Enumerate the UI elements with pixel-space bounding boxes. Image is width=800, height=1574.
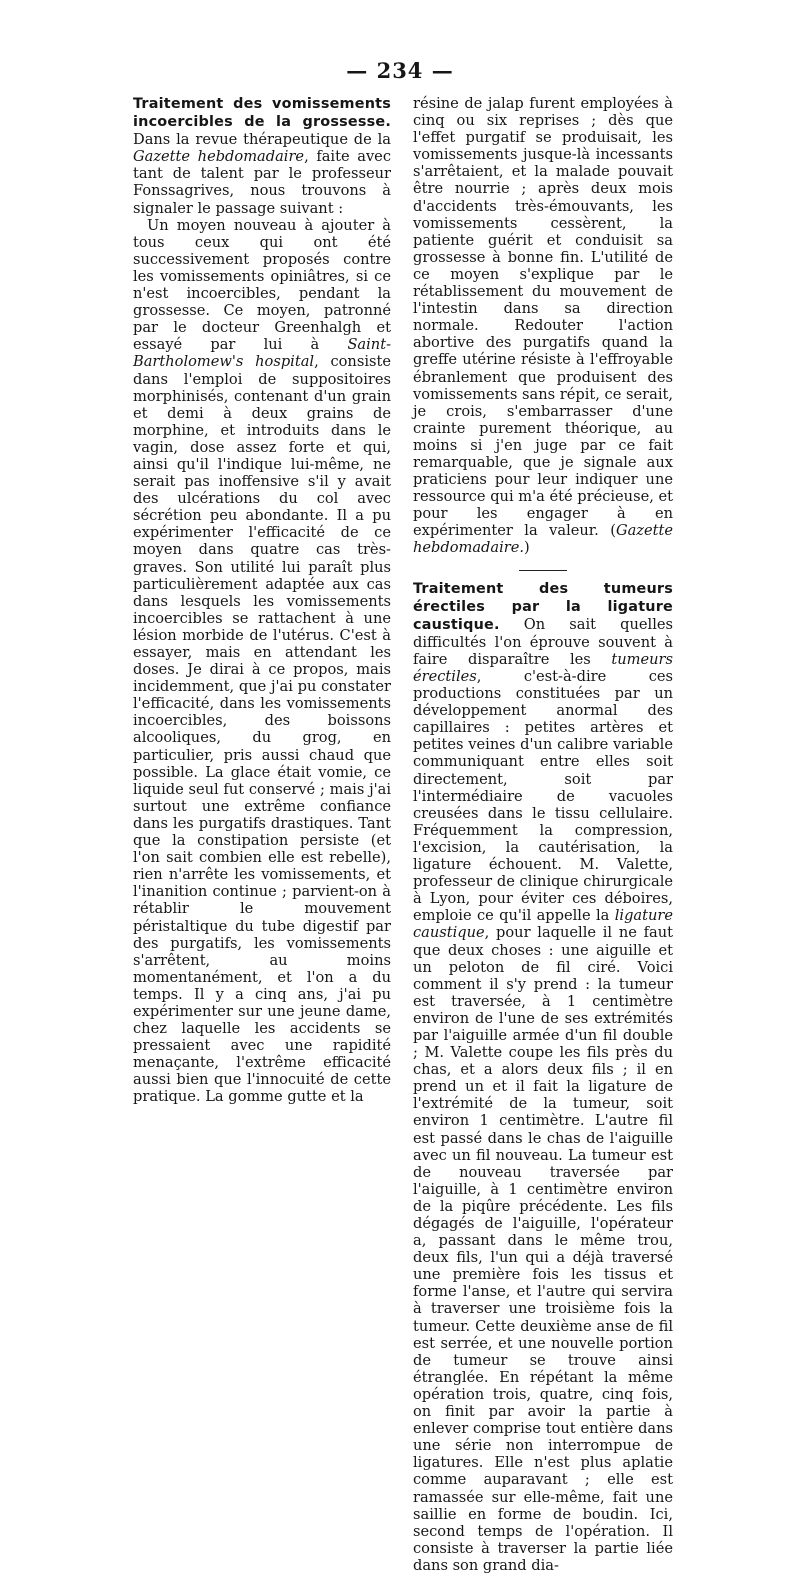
quote-text-2: , consiste dans l'emploi de suppositoires morphinisés, contenant d'un grain et demi à deux grains de morphine, et introduits dans le vagin, dose assez forte et qui, ainsi qu'il l'indique lui-même, ne serait pas inoffensive s'il y avait des ulcérations du col avec sécrétion peu abondante. Il a pu expérimenter l'efficacité de ce moyen dans quatre cas très-graves. Son utilité lui paraît plus particulièrement adaptée aux cas dans lesquels les vomissements incoercibles se rattachent à une lésion morbide de l'utérus. C'est à essayer, mais en attendant les doses. Je dirai à ce propos, mais incidemment, que j'ai pu constater l'efficacité, dans les vomissements incoercibles, des boissons alcooliques, du grog, en particulier, pris aussi chaud que possible. La glace était vomie, ce liquide seul fut conservé ; mais j'ai surtout une extrême confiance dans les purgatifs drastiques. Tant que la constipation persiste (et l'on sait combien elle est rebelle), rien n'arrête les vomissements, et l'inanition continue ; parvient-on à rétablir le mouvement péristaltique du tube digestif par des purgatifs, les vomissements s'arrêtent, au moins momentanément, et l'on a du temps. Il y a cinq ans, j'ai pu expérimenter sur une jeune dame, chez laquelle les accidents se pressaient avec une rapidité menaçante, l'extrême efficacité aussi bien que l'innocuité de cette pratique. La gomme gutte et la	[133, 353, 391, 1106]
article-title-vomissements: Traitement des vomissements incoercibles de la grossesse.	[133, 96, 391, 131]
tumeurs-text-2: , c'est-à-dire ces productions constituées par un développement anormal des capillaires : petites artères et petites veines d'un calibre variable communiquant entre elles soit directement, soit par l'intermédiaire de vacuoles creusées dans le tissu cellulaire. Fréquemment la compression, l'excision, la cautérisation, la ligature échouent. M. Valette, professeur de clinique chirurgicale à Lyon, pour éviter ces déboires, emploie ce qu'il appelle la	[413, 668, 673, 925]
journal-name: Gazette hebdomadaire	[133, 148, 305, 166]
intro-text-2: , faite avec tant de talent par le professeur Fonssagrives, nous trouvons à signaler le passage suivant :	[133, 148, 391, 217]
tumeurs-text-3: , pour laquelle il ne faut que deux choses : une aiguille et un peloton de fil ciré. Voici comment il s'y prend : la tumeur est traversée, à 1 centimètre environ de l'une de ses extrémités par l'aiguille armée d'un fil double ; M. Valette coupe les fils près du chas, et a alors deux fils ; il en prend un et il fait la ligature de l'extrémité de la tumeur, soit environ 1 centimètre. L'autre fil est passé dans le chas de l'aiguille avec un fil nouveau. La tumeur est de nouveau traversée par l'aiguille, à 1 centimètre environ de la piqûre précédente. Les fils dégagés de l'aiguille, l'opérateur a, passant dans le même trou, deux fils, l'un qui a déjà traversé une première fois les tissus et forme l'anse, et l'autre qui servira à traverser une troisième fois la tumeur. Cette deuxième anse de fil est serrée, et une nouvelle portion de tumeur se trouve ainsi étranglée. En répétant la même opération trois, quatre, cinq fois, on finit par avoir la partie à enlever comprise tout entière dans une série non interrompue de ligatures. Elle n'est plus aplatie comme auparavant ; elle est ramassée sur elle-même, fait une saillie en forme de boudin. Ici, second temps de l'opération. Il consiste à traverser la partie liée dans son grand dia-	[413, 924, 673, 1574]
quote-text-1: Un moyen nouveau à ajouter à tous ceux qui ont été successivement proposés contre les vomissements opiniâtres, si ce n'est incoercibles, pendant la grossesse. Ce moyen, patronné par le docteur Greenhalgh et essayé par lui à	[133, 216, 391, 354]
tumeurs-erectiles-term: tumeurs érectiles	[413, 650, 673, 685]
quote-text-continued: résine de jalap furent employées à cinq ou six reprises ; dès que l'effet purgatif se produisait, les vomissements jusque-là incessants s'arrêtaient, et la malade pouvait être nourrie ; après deux mois d'accidents très-émouvants, les vomissements cessèrent, la patiente guérit et conduisit sa grossesse à bonne fin. L'utilité de ce moyen s'explique par le rétablissement du mouvement de l'intestin dans sa direction normale. Redouter l'action abortive des purgatifs quand la greffe utérine résiste à l'effroyable ébranlement que produisent des vomissements sans répit, ce serait, je crois, s'embarrasser d'une crainte purement théorique, au moins si j'en juge par ce fait remarquable, que je signale aux praticiens pour leur indiquer une ressource qui m'a été précieuse, et pour les engager à en expérimenter la valeur. (	[413, 95, 673, 540]
source-citation: Gazette hebdomadaire.	[413, 522, 673, 557]
article-vomissements-intro	[133, 95, 391, 217]
article-title-tumeurs: Traitement des tumeurs érectiles par la ligature caustique.	[413, 580, 673, 633]
page-number: — 234 —	[346, 58, 454, 83]
article-tumeurs	[413, 580, 673, 1574]
article-vomissements-quote	[133, 217, 391, 1106]
right-column	[413, 95, 673, 1574]
intro-text-1: Dans la revue thérapeutique de la	[133, 131, 391, 149]
tumeurs-text-1: On sait quelles difficultés l'on éprouve souvent à faire disparaître les	[413, 615, 674, 668]
source-close: )	[524, 539, 530, 557]
hospital-name: Saint-Bartholomew's hospital	[133, 336, 391, 371]
section-divider	[519, 570, 567, 571]
left-column	[133, 95, 391, 1106]
article-vomissements-quote-continued	[413, 95, 673, 557]
ligature-caustique-term: ligature caustique	[413, 907, 673, 942]
